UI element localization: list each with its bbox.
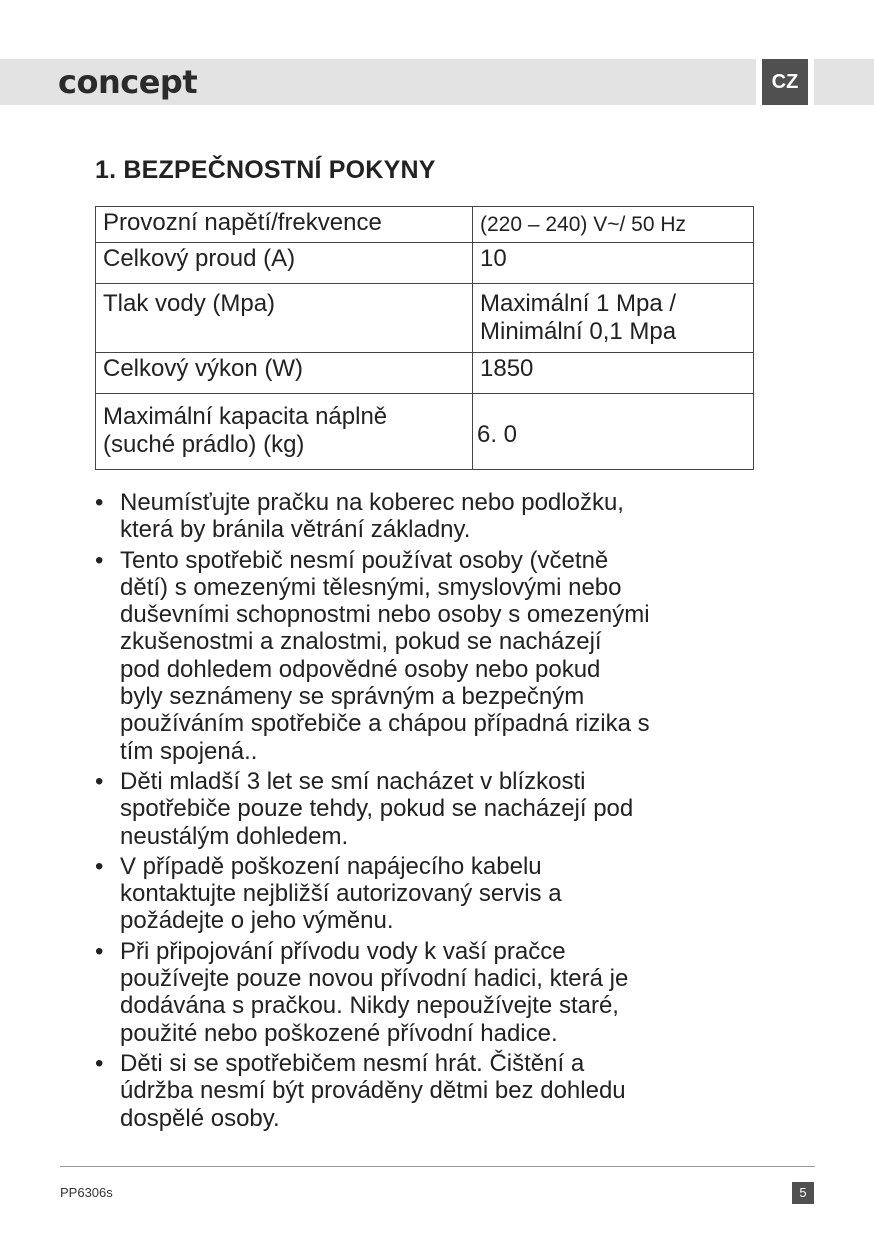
bullet-marker: • <box>95 489 104 516</box>
spec-label-line: (suché prádlo) (kg) <box>103 431 305 458</box>
list-item-line: Při připojování přívodu vody k vaší pračce <box>120 937 566 965</box>
spec-label: Tlak vody (Mpa) <box>96 284 473 353</box>
list-item-line: byly seznámeny se správným a bezpečným <box>120 683 585 711</box>
page-number: 5 <box>792 1182 814 1204</box>
table-row <box>96 207 754 243</box>
list-item-line: spotřebiče pouze tehdy, pokud se nacházejí pod <box>120 795 634 823</box>
list-item <box>95 1050 745 1132</box>
list-item-line: dětí) s omezenými tělesnými, smyslovými nebo <box>120 573 622 601</box>
list-item <box>95 938 745 1047</box>
bullet-marker: • <box>95 852 104 880</box>
spec-value: (220 – 240) V~/ 50 Hz <box>473 207 754 243</box>
spec-label: Celkový výkon (W) <box>96 353 473 394</box>
table-row <box>96 243 754 284</box>
list-item-line: tím spojená.. <box>120 737 258 765</box>
list-item-line: používejte pouze novou přívodní hadici, která je <box>120 965 629 993</box>
list-item-line: Tento spotřebič nesmí používat osoby (včetně <box>120 546 609 574</box>
list-item-line: pod dohledem odpovědné osoby nebo pokud <box>120 655 601 683</box>
list-item-line: dodávána s pračkou. Nikdy nepoužívejte staré, <box>120 992 619 1020</box>
list-item-line: údržba nesmí být prováděny dětmi bez dohledu <box>120 1077 626 1105</box>
spec-value-line: Minimální 0,1 Mpa <box>480 318 677 345</box>
list-item-line: Děti si se spotřebičem nesmí hrát. Čištění a <box>120 1049 585 1077</box>
bullet-marker: • <box>95 767 104 795</box>
bullet-marker: • <box>95 937 104 965</box>
spec-value: 6. 0 <box>473 394 754 470</box>
footer-model: PP6306s <box>60 1185 113 1200</box>
list-item-line: neustálým dohledem. <box>120 822 349 850</box>
list-item-line: Děti mladší 3 let se smí nacházet v blízkosti <box>120 767 586 795</box>
bullet-marker: • <box>95 546 104 574</box>
list-item-line: která by bránila větrání základny. <box>120 516 471 544</box>
list-item-line: zkušenostmi a znalostmi, pokud se nacházejí <box>120 628 602 656</box>
list-item-line: duševními schopnostmi nebo osoby s omezenými <box>120 601 650 629</box>
list-item-line: použité nebo poškozené přívodní hadice. <box>120 1019 558 1047</box>
spec-label: Celkový proud (A) <box>96 243 473 284</box>
table-row <box>96 284 754 353</box>
section-title: 1. BEZPEČNOSTNÍ POKYNY <box>95 156 436 184</box>
footer-divider <box>60 1166 815 1167</box>
bullet-marker: • <box>95 1049 104 1077</box>
header-gap <box>808 59 814 105</box>
list-item-line: kontaktujte nejbližší autorizovaný servis a <box>120 880 562 908</box>
list-item <box>95 547 745 765</box>
list-item-line: dospělé osoby. <box>120 1104 280 1132</box>
spec-value: 10 <box>473 243 754 284</box>
spec-value-line: Maximální 1 Mpa / <box>480 290 677 317</box>
safety-instructions-list <box>95 489 745 1135</box>
brand-logo: concept <box>58 63 198 101</box>
list-item <box>95 768 745 850</box>
spec-value: 1850 <box>473 353 754 394</box>
list-item <box>95 489 745 544</box>
list-item-line: V případě poškození napájecího kabelu <box>120 852 542 880</box>
spec-label <box>96 394 473 470</box>
language-badge: CZ <box>762 59 808 105</box>
table-row <box>96 353 754 394</box>
table-row <box>96 394 754 470</box>
list-item-line: Neumísťujte pračku na koberec nebo podložku, <box>120 489 624 516</box>
list-item-line: požádejte o jeho výměnu. <box>120 907 394 935</box>
list-item-line: používáním spotřebiče a chápou případná rizika s <box>120 710 650 738</box>
specs-table <box>95 206 754 470</box>
spec-label-line: Maximální kapacita náplně <box>103 403 388 430</box>
spec-label: Provozní napětí/frekvence <box>96 207 473 243</box>
list-item <box>95 853 745 935</box>
spec-value <box>473 284 754 353</box>
